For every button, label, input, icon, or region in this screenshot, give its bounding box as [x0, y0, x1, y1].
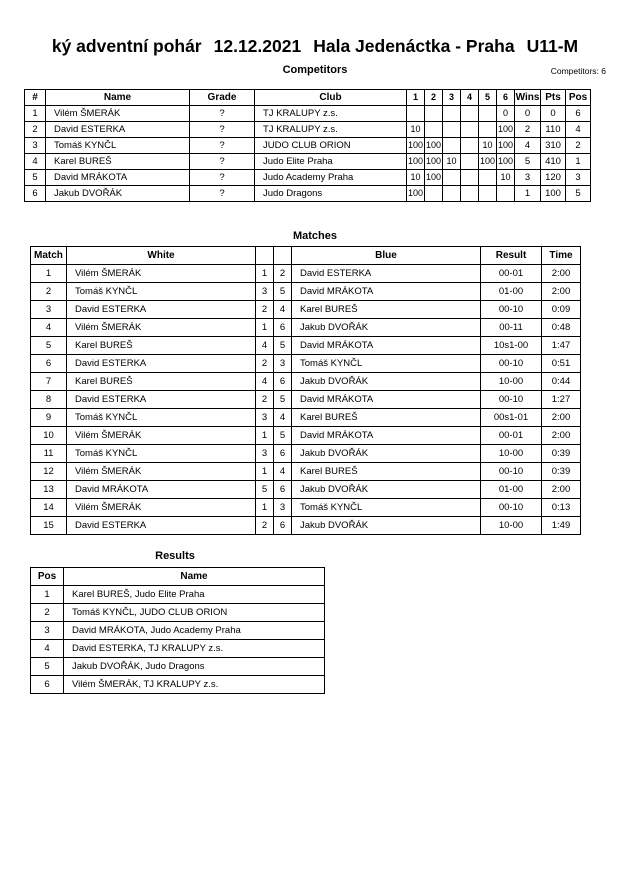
cell-match: 4	[31, 319, 67, 337]
table-row	[31, 604, 325, 622]
cell-grade: ?	[190, 122, 255, 138]
cell-club: Judo Elite Praha	[255, 154, 407, 170]
cell-white: David ESTERKA	[67, 355, 256, 373]
cell-wins: 5	[515, 154, 541, 170]
col-opp-3: 3	[443, 90, 461, 106]
cell-blue: Jakub DVOŘÁK	[292, 517, 481, 535]
cell-pos: 4	[31, 640, 64, 658]
cell-score	[425, 106, 443, 122]
cell-score: 100	[407, 154, 425, 170]
col-white: White	[67, 247, 256, 265]
cell-match: 7	[31, 373, 67, 391]
cell-number: 4	[25, 154, 46, 170]
cell-white-number: 2	[256, 517, 274, 535]
cell-score	[461, 122, 479, 138]
cell-score	[461, 154, 479, 170]
cell-white: Tomáš KYNČL	[67, 445, 256, 463]
cell-white: Vilém ŠMERÁK	[67, 427, 256, 445]
cell-score	[407, 106, 425, 122]
cell-pos: 4	[566, 122, 591, 138]
cell-blue: Karel BUREŠ	[292, 301, 481, 319]
col-time: Time	[542, 247, 581, 265]
cell-blue-number: 6	[274, 517, 292, 535]
cell-name: Vilém ŠMERÁK	[46, 106, 190, 122]
title-part-event: ký adventní pohár	[51, 36, 202, 56]
cell-result: 01-00	[481, 481, 542, 499]
cell-result: 10-00	[481, 445, 542, 463]
cell-blue-number: 3	[274, 355, 292, 373]
col-opp-5: 5	[479, 90, 497, 106]
cell-club: Judo Academy Praha	[255, 170, 407, 186]
cell-time: 0:48	[542, 319, 581, 337]
cell-time: 0:44	[542, 373, 581, 391]
cell-score	[443, 138, 461, 154]
cell-time: 0:39	[542, 463, 581, 481]
cell-white: Vilém ŠMERÁK	[67, 499, 256, 517]
cell-result: 10-00	[481, 517, 542, 535]
cell-score: 100	[425, 170, 443, 186]
cell-white-number: 1	[256, 463, 274, 481]
cell-match: 11	[31, 445, 67, 463]
cell-white: Vilém ŠMERÁK	[67, 463, 256, 481]
cell-match: 8	[31, 391, 67, 409]
cell-match: 2	[31, 283, 67, 301]
cell-score: 100	[407, 138, 425, 154]
cell-pos: 5	[566, 186, 591, 202]
cell-wins: 2	[515, 122, 541, 138]
table-row	[31, 481, 581, 499]
cell-white-number: 3	[256, 283, 274, 301]
table-row	[31, 676, 325, 694]
col-white-number	[256, 247, 274, 265]
cell-wins: 3	[515, 170, 541, 186]
cell-number: 5	[25, 170, 46, 186]
cell-result: 00-11	[481, 319, 542, 337]
table-row	[25, 186, 591, 202]
col-opp-6: 6	[497, 90, 515, 106]
competitors-count: Competitors: 6	[550, 66, 606, 76]
cell-blue: Karel BUREŠ	[292, 463, 481, 481]
cell-time: 0:13	[542, 499, 581, 517]
cell-white: Vilém ŠMERÁK	[67, 265, 256, 283]
cell-pos: 1	[31, 586, 64, 604]
cell-score: 0	[497, 106, 515, 122]
cell-score	[443, 170, 461, 186]
cell-grade: ?	[190, 154, 255, 170]
table-row	[31, 391, 581, 409]
cell-grade: ?	[190, 186, 255, 202]
cell-score: 100	[425, 154, 443, 170]
cell-blue-number: 5	[274, 391, 292, 409]
table-row	[31, 283, 581, 301]
cell-score: 10	[479, 138, 497, 154]
cell-number: 3	[25, 138, 46, 154]
cell-time: 1:47	[542, 337, 581, 355]
cell-pts: 310	[541, 138, 566, 154]
col-opp-4: 4	[461, 90, 479, 106]
cell-match: 15	[31, 517, 67, 535]
cell-blue: David MRÁKOTA	[292, 391, 481, 409]
table-row	[31, 373, 581, 391]
table-header-row	[31, 568, 325, 586]
cell-pos: 3	[566, 170, 591, 186]
cell-white-number: 2	[256, 355, 274, 373]
page-title	[0, 36, 630, 57]
table-row	[31, 427, 581, 445]
results-table-container	[30, 567, 325, 694]
cell-blue-number: 6	[274, 481, 292, 499]
cell-pos: 6	[566, 106, 591, 122]
cell-white-number: 3	[256, 445, 274, 463]
col-wins: Wins	[515, 90, 541, 106]
competitors-table	[24, 89, 591, 202]
cell-pts: 100	[541, 186, 566, 202]
table-row	[31, 586, 325, 604]
cell-white-number: 1	[256, 427, 274, 445]
cell-pos: 1	[566, 154, 591, 170]
cell-score	[443, 186, 461, 202]
results-table	[30, 567, 325, 694]
table-row	[25, 106, 591, 122]
cell-white-number: 4	[256, 373, 274, 391]
table-row	[31, 499, 581, 517]
cell-result: 00-01	[481, 427, 542, 445]
cell-name: Karel BUREŠ, Judo Elite Praha	[64, 586, 325, 604]
cell-white-number: 1	[256, 499, 274, 517]
col-pos: Pos	[566, 90, 591, 106]
cell-blue-number: 5	[274, 337, 292, 355]
table-row	[31, 301, 581, 319]
cell-result: 00-01	[481, 265, 542, 283]
table-row	[31, 658, 325, 676]
cell-white: Karel BUREŠ	[67, 337, 256, 355]
cell-name: Jakub DVOŘÁK, Judo Dragons	[64, 658, 325, 676]
cell-blue: Karel BUREŠ	[292, 409, 481, 427]
cell-name: David ESTERKA	[46, 122, 190, 138]
cell-white: David ESTERKA	[67, 301, 256, 319]
cell-time: 0:09	[542, 301, 581, 319]
cell-pos: 2	[31, 604, 64, 622]
cell-grade: ?	[190, 138, 255, 154]
cell-white: Tomáš KYNČL	[67, 409, 256, 427]
cell-wins: 0	[515, 106, 541, 122]
cell-white-number: 2	[256, 301, 274, 319]
cell-time: 1:49	[542, 517, 581, 535]
cell-match: 12	[31, 463, 67, 481]
cell-result: 00-10	[481, 499, 542, 517]
cell-match: 3	[31, 301, 67, 319]
cell-blue-number: 4	[274, 409, 292, 427]
cell-grade: ?	[190, 106, 255, 122]
table-header-row	[31, 247, 581, 265]
cell-score: 10	[497, 170, 515, 186]
title-part-venue: Hala Jedenáctka - Praha	[313, 36, 515, 56]
table-row	[31, 463, 581, 481]
cell-wins: 1	[515, 186, 541, 202]
cell-blue-number: 4	[274, 463, 292, 481]
cell-white: Tomáš KYNČL	[67, 283, 256, 301]
cell-number: 2	[25, 122, 46, 138]
cell-score: 10	[443, 154, 461, 170]
cell-blue-number: 6	[274, 373, 292, 391]
cell-name: Karel BUREŠ	[46, 154, 190, 170]
cell-score	[479, 106, 497, 122]
col-pts: Pts	[541, 90, 566, 106]
table-row	[25, 122, 591, 138]
cell-result: 10s1-00	[481, 337, 542, 355]
cell-blue: Jakub DVOŘÁK	[292, 481, 481, 499]
cell-name: Vilém ŠMERÁK, TJ KRALUPY z.s.	[64, 676, 325, 694]
cell-pos: 3	[31, 622, 64, 640]
cell-match: 1	[31, 265, 67, 283]
col-blue: Blue	[292, 247, 481, 265]
cell-club: TJ KRALUPY z.s.	[255, 122, 407, 138]
cell-score: 100	[425, 138, 443, 154]
col-name: Name	[46, 90, 190, 106]
cell-pts: 110	[541, 122, 566, 138]
table-row	[31, 355, 581, 373]
cell-score: 100	[497, 138, 515, 154]
cell-time: 1:27	[542, 391, 581, 409]
cell-number: 1	[25, 106, 46, 122]
cell-score: 100	[497, 122, 515, 138]
cell-time: 2:00	[542, 265, 581, 283]
cell-pts: 410	[541, 154, 566, 170]
cell-score	[425, 186, 443, 202]
table-row	[31, 640, 325, 658]
cell-club: Judo Dragons	[255, 186, 407, 202]
table-row	[31, 265, 581, 283]
cell-score	[461, 186, 479, 202]
title-part-date: 12.12.2021	[213, 36, 302, 56]
table-row	[25, 138, 591, 154]
cell-time: 0:39	[542, 445, 581, 463]
cell-blue-number: 4	[274, 301, 292, 319]
cell-score	[425, 122, 443, 138]
cell-score	[479, 170, 497, 186]
competitors-table-container	[24, 89, 591, 202]
table-row	[31, 337, 581, 355]
cell-time: 2:00	[542, 409, 581, 427]
table-header-row	[25, 90, 591, 106]
cell-match: 5	[31, 337, 67, 355]
table-row	[31, 517, 581, 535]
cell-time: 2:00	[542, 427, 581, 445]
cell-result: 00-10	[481, 391, 542, 409]
cell-name: David MRÁKOTA	[46, 170, 190, 186]
cell-score	[461, 170, 479, 186]
cell-score: 10	[407, 170, 425, 186]
cell-name: David MRÁKOTA, Judo Academy Praha	[64, 622, 325, 640]
cell-match: 14	[31, 499, 67, 517]
matches-table-container	[30, 246, 581, 535]
cell-white-number: 1	[256, 319, 274, 337]
cell-pos: 5	[31, 658, 64, 676]
cell-club: JUDO CLUB ORION	[255, 138, 407, 154]
results-section-label: Results	[155, 550, 195, 562]
cell-white-number: 5	[256, 481, 274, 499]
cell-club: TJ KRALUPY z.s.	[255, 106, 407, 122]
cell-number: 6	[25, 186, 46, 202]
cell-blue: David MRÁKOTA	[292, 283, 481, 301]
cell-blue-number: 3	[274, 499, 292, 517]
col-result: Result	[481, 247, 542, 265]
table-row	[31, 445, 581, 463]
cell-white: David MRÁKOTA	[67, 481, 256, 499]
cell-result: 10-00	[481, 373, 542, 391]
cell-match: 6	[31, 355, 67, 373]
cell-blue: Tomáš KYNČL	[292, 499, 481, 517]
cell-result: 00-10	[481, 355, 542, 373]
cell-name: Jakub DVOŘÁK	[46, 186, 190, 202]
cell-pos: 6	[31, 676, 64, 694]
cell-wins: 4	[515, 138, 541, 154]
cell-white: Vilém ŠMERÁK	[67, 319, 256, 337]
cell-time: 2:00	[542, 481, 581, 499]
cell-match: 13	[31, 481, 67, 499]
cell-time: 0:51	[542, 355, 581, 373]
cell-blue: David ESTERKA	[292, 265, 481, 283]
cell-white-number: 3	[256, 409, 274, 427]
cell-score: 100	[497, 154, 515, 170]
col-opp-2: 2	[425, 90, 443, 106]
cell-name: David ESTERKA, TJ KRALUPY z.s.	[64, 640, 325, 658]
cell-pos: 2	[566, 138, 591, 154]
cell-blue: Tomáš KYNČL	[292, 355, 481, 373]
cell-blue: David MRÁKOTA	[292, 337, 481, 355]
cell-blue: Jakub DVOŘÁK	[292, 445, 481, 463]
cell-score	[443, 106, 461, 122]
col-club: Club	[255, 90, 407, 106]
cell-pts: 0	[541, 106, 566, 122]
cell-blue-number: 5	[274, 283, 292, 301]
col-grade: Grade	[190, 90, 255, 106]
cell-white: David ESTERKA	[67, 517, 256, 535]
table-row	[25, 170, 591, 186]
cell-score: 100	[407, 186, 425, 202]
matches-table	[30, 246, 581, 535]
cell-white-number: 4	[256, 337, 274, 355]
table-row	[31, 622, 325, 640]
cell-blue: David MRÁKOTA	[292, 427, 481, 445]
cell-score	[497, 186, 515, 202]
cell-white-number: 1	[256, 265, 274, 283]
cell-result: 01-00	[481, 283, 542, 301]
cell-score	[461, 138, 479, 154]
col-number: #	[25, 90, 46, 106]
table-row	[31, 319, 581, 337]
cell-white: David ESTERKA	[67, 391, 256, 409]
col-match: Match	[31, 247, 67, 265]
table-row	[31, 409, 581, 427]
matches-section-label: Matches	[292, 230, 338, 242]
col-name: Name	[64, 568, 325, 586]
cell-score: 10	[407, 122, 425, 138]
cell-grade: ?	[190, 170, 255, 186]
cell-score	[479, 186, 497, 202]
cell-match: 10	[31, 427, 67, 445]
cell-score	[461, 106, 479, 122]
cell-time: 2:00	[542, 283, 581, 301]
cell-score: 100	[479, 154, 497, 170]
col-pos: Pos	[31, 568, 64, 586]
cell-blue: Jakub DVOŘÁK	[292, 373, 481, 391]
table-row	[25, 154, 591, 170]
cell-blue-number: 6	[274, 445, 292, 463]
cell-result: 00-10	[481, 463, 542, 481]
cell-white-number: 2	[256, 391, 274, 409]
cell-blue: Jakub DVOŘÁK	[292, 319, 481, 337]
cell-result: 00-10	[481, 301, 542, 319]
cell-match: 9	[31, 409, 67, 427]
cell-blue-number: 2	[274, 265, 292, 283]
cell-white: Karel BUREŠ	[67, 373, 256, 391]
col-opp-1: 1	[407, 90, 425, 106]
cell-score	[443, 122, 461, 138]
cell-name: Tomáš KYNČL, JUDO CLUB ORION	[64, 604, 325, 622]
competitors-section-label: Competitors	[282, 64, 348, 76]
col-blue-number	[274, 247, 292, 265]
cell-pts: 120	[541, 170, 566, 186]
cell-name: Tomáš KYNČL	[46, 138, 190, 154]
title-part-category: U11-M	[526, 36, 579, 56]
cell-result: 00s1-01	[481, 409, 542, 427]
cell-blue-number: 5	[274, 427, 292, 445]
cell-blue-number: 6	[274, 319, 292, 337]
cell-score	[479, 122, 497, 138]
